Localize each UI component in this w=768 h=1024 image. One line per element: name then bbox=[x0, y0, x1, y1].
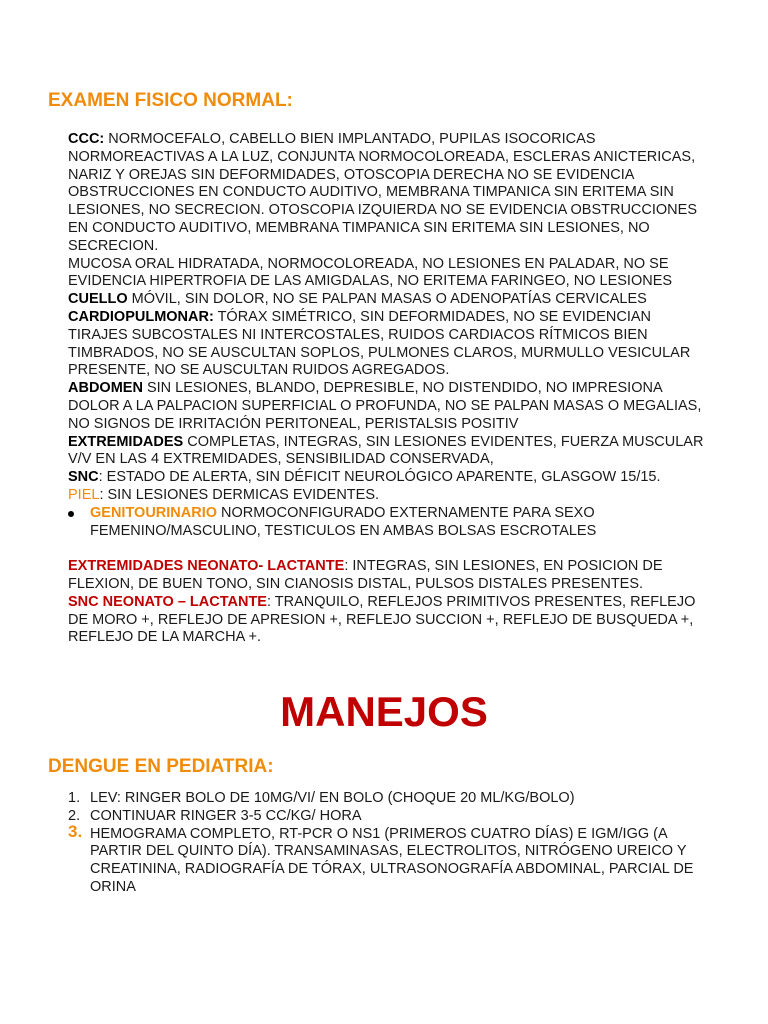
exam-cuello bbox=[68, 291, 708, 309]
cuello-text: MÓVIL, SIN DOLOR, NO SE PALPAN MASAS O ADENOPATÍAS CERVICALES bbox=[127, 291, 647, 308]
exam-genitourinario bbox=[68, 505, 708, 541]
exam-extremidades bbox=[68, 434, 708, 470]
exam-cardio bbox=[68, 309, 708, 380]
extremidades-label: EXTREMIDADES bbox=[68, 433, 184, 450]
exam-piel bbox=[68, 487, 708, 505]
genito-text: NORMOCONFIGURADO EXTERNAMENTE PARA SEXO FEMENINO/MASCULINO, TESTICULOS EN AMBAS BOLSAS ESCROTALES bbox=[90, 504, 597, 539]
abdomen-label: ABDOMEN bbox=[68, 380, 143, 397]
manejos-title: MANEJOS bbox=[280, 688, 488, 735]
ccc-label: CCC: bbox=[68, 131, 105, 147]
snc-text: : ESTADO DE ALERTA, SIN DÉFICIT NEUROLÓGICO APARENTE, GLASGOW 15/15. bbox=[98, 469, 661, 486]
list-number: 2. bbox=[68, 807, 81, 824]
list-item-text: LEV: RINGER BOLO DE 10MG/VI/ EN BOLO (CHOQUE 20 ML/KG/BOLO) bbox=[90, 790, 575, 806]
snc-neo-text: : TRANQUILO, REFLEJOS PRIMITIVOS PRESENTES, REFLEJO DE MORO +, REFLEJO DE APRESION +, REFLEJO SUCCION +, REFLEJO DE BUSQUEDA +, REFLEJO DE LA MARCHA +. bbox=[68, 593, 696, 646]
ccc-text: NORMOCEFALO, CABELLO BIEN IMPLANTADO, PUPILAS ISOCORICAS NORMOREACTIVAS A LA LUZ, CONJUNTA NORMOCOLOREADA, ESCLERAS ANICTERICAS, NARIZ Y OREJAS SIN DEFORMIDADES, OTOSCOPIA DERECHA NO SE EVIDENCIA OBSTRUCCIONES EN CONDUCTO AUDITIVO, MEMBRANA TIMPANICA SIN ERITEMA SIN LESIONES, NO SECRECION. OTOSCOPIA IZQUIERDA NO SE EVIDENCIA OBSTRUCCIONES EN CONDUCTO AUDITIVO, MEMBRANA TIMPANICA SIN ERITEMA SIN LESIONES, NO SECRECION. bbox=[68, 131, 698, 254]
exam-body bbox=[68, 131, 708, 647]
exam-heading: EXAMEN FISICO NORMAL: bbox=[48, 90, 293, 111]
list-item bbox=[68, 821, 708, 897]
dengue-heading: DENGUE EN PEDIATRIA: bbox=[48, 756, 274, 777]
snc-label: SNC bbox=[68, 469, 99, 486]
list-number: 1. bbox=[68, 790, 81, 806]
exam-snc-neonato bbox=[68, 594, 708, 647]
list-item bbox=[68, 790, 708, 808]
ext-neo-label: EXTREMIDADES NEONATO- LACTANTE bbox=[68, 558, 345, 575]
cuello-label: CUELLO bbox=[68, 291, 128, 308]
exam-mucosa bbox=[68, 256, 708, 292]
exam-ccc bbox=[68, 131, 708, 256]
snc-neo-label: SNC NEONATO – LACTANTE bbox=[68, 593, 267, 610]
mucosa-text: MUCOSA ORAL HIDRATADA, NORMOCOLOREADA, NO LESIONES EN PALADAR, NO SE EVIDENCIA HIPERTROFIA DE LAS AMIGDALAS, NO ERITEMA FARINGEO, NO LESIONES bbox=[68, 255, 673, 290]
spacer bbox=[68, 540, 708, 558]
piel-text: : SIN LESIONES DERMICAS EVIDENTES. bbox=[99, 486, 380, 503]
exam-ext-neonato bbox=[68, 558, 708, 594]
dengue-list bbox=[68, 790, 708, 897]
cardio-label: CARDIOPULMONAR: bbox=[68, 308, 214, 325]
abdomen-text: SIN LESIONES, BLANDO, DEPRESIBLE, NO DISTENDIDO, NO IMPRESIONA DOLOR A LA PALPACION SUPERFICIAL O PROFUNDA, NO SE PALPAN MASAS O MEGALIAS, NO SIGNOS DE IRRITACIÓN PERITONEAL, PERISTALSIS POSITIV bbox=[68, 380, 702, 432]
exam-abdomen bbox=[68, 380, 708, 433]
list-item-text: CONTINUAR RINGER 3-5 CC/KG/ HORA bbox=[90, 807, 362, 824]
bullet-icon bbox=[68, 511, 74, 517]
list-item-text: HEMOGRAMA COMPLETO, RT-PCR O NS1 (PRIMEROS CUATRO DÍAS) E IGM/IGG (A PARTIR DEL QUINTO DÍA). TRANSAMINASAS, ELECTROLITOS, NITRÓGENO UREICO Y CREATININA, RADIOGRAFÍA DE TÓRAX, ULTRASONOGRAFÍA ABDOMINAL, PARCIAL DE ORINA bbox=[90, 825, 694, 895]
list-item bbox=[68, 808, 708, 826]
exam-snc bbox=[68, 469, 708, 487]
piel-label: PIEL bbox=[68, 486, 100, 503]
cardio-text: TÓRAX SIMÉTRICO, SIN DEFORMIDADES, NO SE EVIDENCIAN TIRAJES SUBCOSTALES NI INTERCOSTALES, RUIDOS CARDIACOS RÍTMICOS BIEN TIMBRADOS, NO SE AUSCULTAN SOPLOS, PULMONES CLAROS, MURMULLO VESICULAR PRESENTE, NO SE AUSCULTAN RUIDOS AGREGADOS. bbox=[68, 308, 691, 379]
genito-label: GENITOURINARIO bbox=[90, 504, 218, 521]
ext-neo-text: : INTEGRAS, SIN LESIONES, EN POSICION DE FLEXION, DE BUEN TONO, SIN CIANOSIS DISTAL, PULSOS DISTALES PRESENTES. bbox=[68, 558, 663, 592]
extremidades-text: COMPLETAS, INTEGRAS, SIN LESIONES EVIDENTES, FUERZA MUSCULAR V/V EN LAS 4 EXTREMIDADES, SENSIBILIDAD CONSERVADA, bbox=[68, 433, 704, 468]
list-number: 3. bbox=[68, 821, 83, 841]
